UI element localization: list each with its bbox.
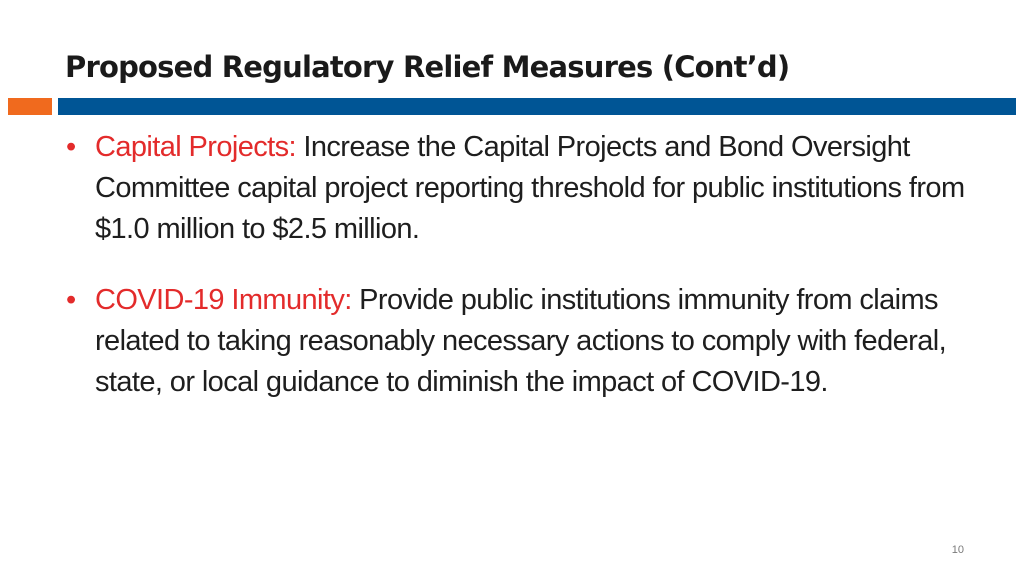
bullet-dot-icon: • <box>66 284 76 316</box>
bullet-lead-capital-projects: Capital Projects: <box>95 131 304 163</box>
bullet-list <box>64 127 994 403</box>
page-number: 10 <box>951 544 964 556</box>
bullet-lead-covid-immunity: COVID-19 Immunity: <box>95 284 360 316</box>
bullet-text-capital-projects: Increase the Capital Projects and Bond Oversight Committee capital project reporting threshold for public institutions from $1.0 million to $2.5 million. <box>95 131 965 245</box>
bullet-covid-immunity <box>64 280 994 403</box>
bullet-dot-icon: • <box>66 131 76 163</box>
slide-title: Proposed Regulatory Relief Measures (Cont’d) <box>65 50 790 84</box>
title-accent-blue-bar <box>58 98 1016 115</box>
title-accent-orange-bar <box>8 98 52 115</box>
bullet-capital-projects <box>64 127 994 250</box>
bullet-text-covid-immunity: Provide public institutions immunity from claims related to taking reasonably necessary actions to comply with federal, state, or local guidance to diminish the impact of COVID-19. <box>95 284 947 398</box>
